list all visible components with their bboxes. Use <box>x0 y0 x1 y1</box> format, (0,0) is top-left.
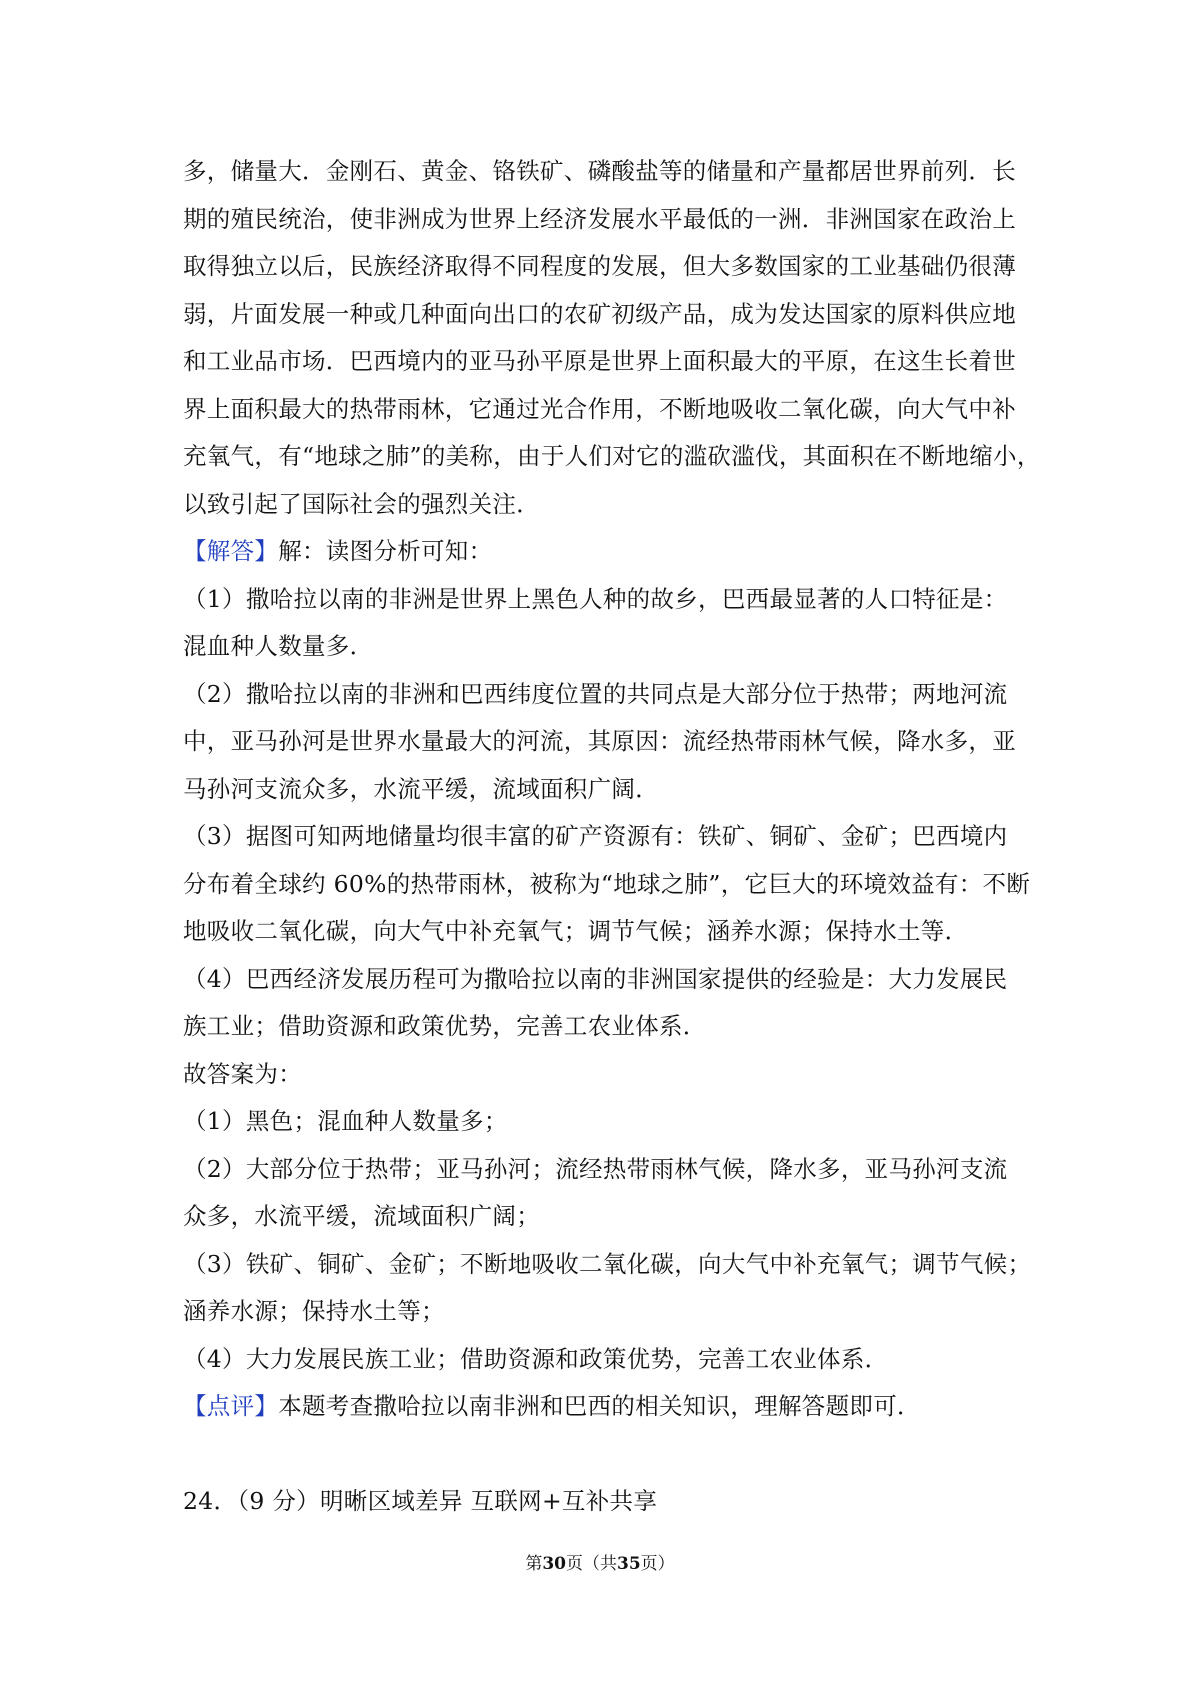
answer-line: 故答案为： <box>183 1059 302 1088</box>
answer-line: 众多，水流平缓，流域面积广阔； <box>183 1202 540 1230</box>
footer-middle: 页（共 <box>566 1554 617 1574</box>
text-line: 以致引起了国际社会的强烈关注． <box>183 489 540 518</box>
answer-line: 混血种人数量多． <box>183 632 374 660</box>
answer-line: （2）撒哈拉以南的非洲和巴西纬度位置的共同点是大部分位于热带；两地河流 <box>183 679 1008 708</box>
page-footer <box>0 1552 1200 1576</box>
document-content <box>183 148 1041 1526</box>
answer-line: （2）大部分位于热带；亚马孙河；流经热带雨林气候，降水多，亚马孙河支流 <box>183 1154 1008 1183</box>
answer-line: 马孙河支流众多，水流平缓，流域面积广阔． <box>183 774 659 803</box>
answer-line: （1）黑色；混血种人数量多； <box>183 1107 508 1135</box>
comment-line <box>183 1383 1025 1431</box>
comment-tag: 【点评】 <box>183 1392 279 1420</box>
answer-line: 涵养水源；保持水土等； <box>183 1297 445 1325</box>
current-page-number: 30 <box>542 1554 566 1574</box>
answer-line: （1）撒哈拉以南的非洲是世界上黑色人种的故乡，巴西最显著的人口特征是： <box>183 584 1008 613</box>
total-pages-number: 35 <box>617 1554 641 1574</box>
text-line: 和工业品市场．巴西境内的亚马孙平原是世界上面积最大的平原，在这生长着世 <box>183 347 1016 375</box>
text-line: 期的殖民统治，使非洲成为世界上经济发展水平最低的一洲．非洲国家在政治上 <box>183 204 1016 233</box>
footer-prefix: 第 <box>525 1554 543 1574</box>
spacer <box>183 1431 1025 1479</box>
text-line: 界上面积最大的热带雨林，它通过光合作用，不断地吸收二氧化碳，向大气中补 <box>183 394 1016 423</box>
answer-line: 分布着全球约 60%的热带雨林，被称为“地球之肺”，它巨大的环境效益有：不断 <box>183 869 1031 898</box>
answer-line: 族工业；借助资源和政策优势，完善工农业体系． <box>183 1012 707 1040</box>
answer-intro: 解：读图分析可知： <box>278 537 493 565</box>
answer-line: （4）巴西经济发展历程可为撒哈拉以南的非洲国家提供的经验是：大力发展民 <box>183 964 1008 993</box>
text-line: 充氧气，有“地球之肺”的美称，由于人们对它的滥砍滥伐，其面积在不断地缩小， <box>183 442 1041 470</box>
next-question-heading: 24．（9 分）明晰区域差异 互联网+互补共享 <box>183 1487 658 1515</box>
comment-text: 本题考查撒哈拉以南非洲和巴西的相关知识，理解答题即可． <box>278 1392 921 1420</box>
text-line: 弱，片面发展一种或几种面向出口的农矿初级产品，成为发达国家的原料供应地 <box>183 299 1016 328</box>
answer-line: 地吸收二氧化碳，向大气中补充氧气；调节气候；涵养水源；保持水土等． <box>183 917 969 945</box>
answer-line: （3）据图可知两地储量均很丰富的矿产资源有：铁矿、铜矿、金矿；巴西境内 <box>183 822 1008 850</box>
answer-tag: 【解答】 <box>183 537 279 565</box>
text-line: 多，储量大．金刚石、黄金、铬铁矿、磷酸盐等的储量和产量都居世界前列．长 <box>183 157 1016 185</box>
footer-suffix: 页） <box>640 1554 675 1574</box>
answer-heading <box>183 528 1025 576</box>
answer-line: 中，亚马孙河是世界水量最大的河流，其原因：流经热带雨林气候，降水多，亚 <box>183 727 1016 755</box>
text-line: 取得独立以后，民族经济取得不同程度的发展，但大多数国家的工业基础仍很薄 <box>183 252 1016 280</box>
answer-line: （4）大力发展民族工业；借助资源和政策优势，完善工农业体系． <box>183 1344 889 1373</box>
answer-line: （3）铁矿、铜矿、金矿；不断地吸收二氧化碳，向大气中补充氧气；调节气候； <box>183 1249 1032 1278</box>
